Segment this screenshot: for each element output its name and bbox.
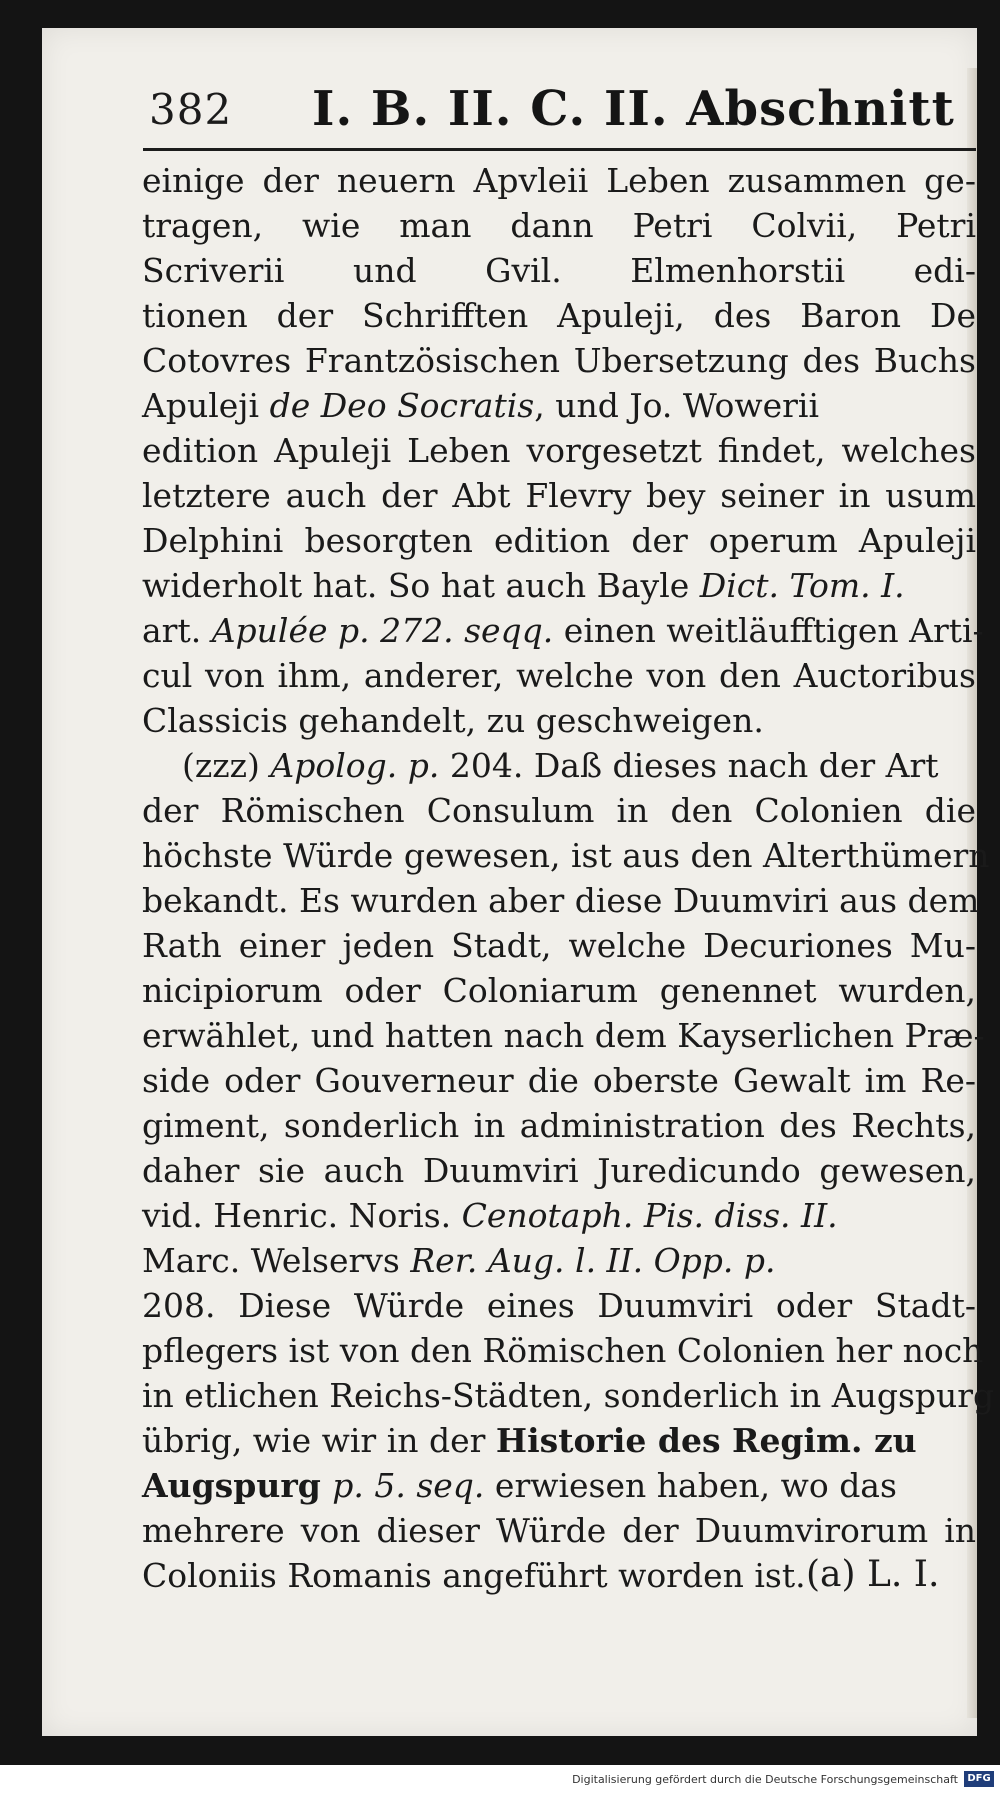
text-run: einen weitläufftigen Arti- — [553, 611, 984, 650]
italic-run: p. 5. seq. — [332, 1466, 485, 1505]
text-line: Cotovres Frantzösischen Ubersetzung des Buchs — [142, 341, 976, 380]
text-line: bekandt. Es wurden aber diese Duumviri aus dem — [142, 881, 980, 920]
text-run: übrig, wie wir in der — [142, 1421, 496, 1460]
text-line: Delphini besorgten edition der operum Apuleji — [142, 521, 976, 560]
text-line: Rath einer jeden Stadt, welche Decuriones Mu- — [142, 926, 976, 965]
text-line: tragen, wie man dann Petri Colvii, Petri — [142, 206, 976, 245]
text-line: cul von ihm, anderer, welche von den Auctoribus — [142, 656, 976, 695]
text-line: der Römischen Consulum in den Colonien die — [142, 791, 976, 830]
text-line — [142, 1418, 976, 1463]
text-line: daher sie auch Duumviri Juredicundo gewesen, — [142, 1151, 976, 1190]
text-line: Scriverii und Gvil. Elmenhorstii edi- — [142, 251, 976, 290]
text-line: einige der neuern Apvleii Leben zusammen ge- — [142, 161, 976, 200]
italic-run: Apulée p. 272. seqq. — [211, 611, 554, 650]
text-line: in etlichen Reichs-Städten, sonderlich in Augspurg — [142, 1376, 995, 1415]
text-run: vid. Henric. Noris. — [142, 1196, 462, 1235]
text-line: erwählet, und hatten nach dem Kayserlichen Præ- — [142, 1016, 985, 1055]
text-run: 204. Daß dieses nach der Art — [439, 746, 939, 785]
italic-run: Rer. Aug. l. II. Opp. p. — [410, 1241, 776, 1280]
page-number: 382 — [149, 85, 233, 134]
text-line: höchste Würde gewesen, ist aus den Alterthümern — [142, 836, 990, 875]
text-line — [142, 1238, 976, 1283]
bold-run: Augspurg — [142, 1466, 333, 1505]
running-title: I. B. II. C. II. Abschnitt — [312, 81, 955, 137]
funding-credit: Digitalisierung gefördert durch die Deutsche Forschungsgemeinschaft — [572, 1773, 958, 1786]
text-line — [142, 1193, 976, 1238]
text-line: tionen der Schrifften Apuleji, des Baron De — [142, 296, 976, 335]
text-run: Apuleji — [142, 386, 270, 425]
text-line — [142, 608, 984, 653]
catchword: (a) L. I. — [806, 1554, 940, 1595]
text-line — [142, 1463, 976, 1508]
text-run: widerholt hat. So hat auch Bayle — [142, 566, 700, 605]
text-run: art. — [142, 611, 212, 650]
dfg-logo: DFG — [964, 1771, 994, 1787]
italic-run: de Deo Socratis — [269, 386, 535, 425]
bold-run: Historie des Regim. zu — [495, 1421, 917, 1460]
text-line: giment, sonderlich in administration des Rechts, — [142, 1106, 976, 1145]
text-line — [142, 563, 976, 608]
text-line: Classicis gehandelt, zu geschweigen. — [142, 701, 764, 740]
header-rule — [143, 148, 976, 151]
text-line: nicipiorum oder Coloniarum genennet wurden, — [142, 971, 976, 1010]
footer-bar — [0, 1765, 1000, 1795]
text-line: pflegers ist von den Römischen Colonien her noch — [142, 1331, 984, 1370]
text-run: erwiesen haben, wo das — [484, 1466, 897, 1505]
text-line — [142, 383, 976, 428]
text-run: , und Jo. Wowerii — [534, 386, 820, 425]
text-line: side oder Gouverneur die oberste Gewalt im Re- — [142, 1061, 976, 1100]
text-line: Coloniis Romanis angeführt worden ist. — [142, 1556, 806, 1595]
italic-run: Apolog. p. — [270, 746, 440, 785]
body-text — [142, 158, 995, 1598]
footnote-start-line — [142, 743, 976, 788]
running-head — [104, 81, 974, 145]
text-line: mehrere von dieser Würde der Duumvirorum in — [142, 1511, 976, 1550]
text-line: edition Apuleji Leben vorgesetzt findet, welches — [142, 431, 976, 470]
text-run: Marc. Welservs — [142, 1241, 411, 1280]
footnote-marker: (zzz) — [182, 746, 271, 785]
italic-run: Dict. Tom. I. — [699, 566, 905, 605]
text-line: letztere auch der Abt Flevry bey seiner in usum — [142, 476, 976, 515]
italic-run: Cenotaph. Pis. diss. II. — [461, 1196, 838, 1235]
text-line: 208. Diese Würde eines Duumviri oder Stadt- — [142, 1286, 976, 1325]
